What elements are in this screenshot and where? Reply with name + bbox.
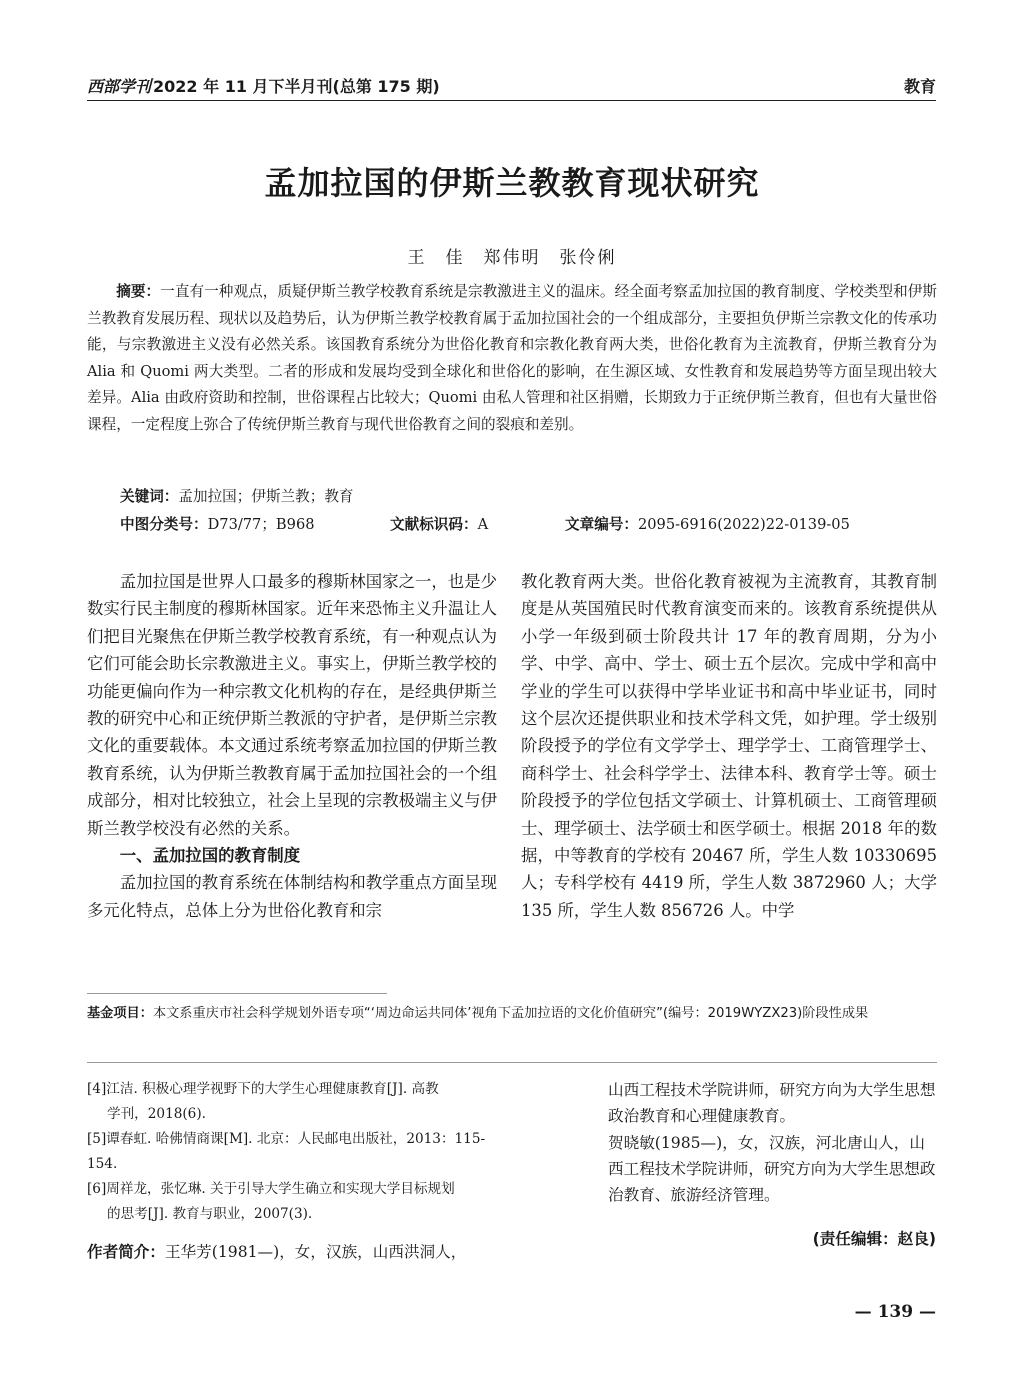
article-number-label: 文章编号： [565, 516, 638, 533]
reference-list [87, 1077, 507, 1227]
responsible-editor: (责任编辑：赵良) [812, 1230, 936, 1248]
body-paragraph: 孟加拉国是世界人口最多的穆斯林国家之一，也是少数实行民主制度的穆斯林国家。近年来恐怖主义升温让人们把目光聚焦在伊斯兰教学校教育系统，有一种观点认为它们可能会助长宗教激进主义。事实上，伊斯兰教学校的功能更偏向作为一种宗教文化机构的存在，是经典伊斯兰教的研究中心和正统伊斯兰教派的守护者，是伊斯兰宗教文化的重要载体。本文通过系统考察孟加拉国的伊斯兰教教育系统，认为伊斯兰教教育属于孟加拉国社会的一个组成部分，相对比较独立，社会上呈现的宗教极端主义与伊斯兰教学校没有必然的关系。 [87, 572, 497, 838]
doc-code-value: A [477, 516, 489, 533]
fund-label: 基金项目： [87, 1006, 153, 1021]
page-number: — 139 — [854, 1302, 936, 1322]
reference-item: [5]谭春虹. 哈佛情商课[M]. 北京：人民邮电出版社，2013：115-154. [87, 1131, 486, 1172]
header-section: 教育 [903, 77, 936, 96]
article-authors: 王 佳 郑伟明 张伶俐 [407, 248, 617, 268]
author-intro-label: 作者简介： [87, 1243, 165, 1261]
body-right-column [521, 568, 937, 924]
article-number [565, 513, 850, 534]
author-intro-text: 王华芳(1981—)，女，汉族，山西洪洞人， [164, 1243, 467, 1261]
page-divider [87, 1062, 937, 1063]
abstract-text: 一直有一种观点，质疑伊斯兰教学校教育系统是宗教激进主义的温床。经全面考察孟加拉国的教育制度、学校类型和伊斯兰教教育发展历程、现状以及趋势后，认为伊斯兰教学校教育属于孟加拉国社会的一个组成部分，主要担负伊斯兰宗教文化的传承功能，与宗教激进主义没有必然关系。该国教育系统分为世俗化教育和宗教化教育两大类，世俗化教育为主流教育，伊斯兰教育分为 Alia 和 Quomi 两大类型。二者的形成和发展均受到全球化和世俗化的影响，在生源区域、女性教育和发展趋势等方面呈现出较大差异。Alia 由政府资助和控制，世俗课程占比较大；Quomi 由私人管理和社区捐赠，长期致力于正统伊斯兰教育，但也有大量世俗课程，一定程度上弥合了传统伊斯兰教育与现代世俗教育之间的裂痕和差别。 [87, 283, 937, 433]
doc-code [390, 513, 488, 534]
clc-value: D73/77；B968 [207, 516, 315, 533]
issue-info: 2022 年 11 月下半月刊(总第 175 期) [153, 77, 440, 96]
fund-text: 本文系重庆市社会科学规划外语专项“‘周边命运共同体’视角下孟加拉语的文化价值研究”(编号：2019WYZX23)阶段性成果 [152, 1006, 869, 1021]
section-heading: 一、孟加拉国的教育制度 [119, 846, 301, 866]
keywords-label: 关键词： [120, 488, 179, 505]
running-header [87, 70, 936, 101]
keywords [120, 485, 354, 506]
reference-item-cont: 学刊，2018(6). [107, 1106, 206, 1122]
author-bio-paragraph: 山西工程技术学院讲师，研究方向为大学生思想政治教育和心理健康教育。 [608, 1081, 936, 1126]
keywords-text: 孟加拉国；伊斯兰教；教育 [178, 488, 354, 505]
fund-note [87, 1003, 937, 1025]
header-left [87, 74, 440, 97]
clc-number [120, 513, 315, 534]
abstract-label: 摘要： [116, 283, 161, 300]
author-bio-paragraph: 贺晓敏(1985—)，女，汉族，河北唐山人，山西工程技术学院讲师，研究方向为大学生思想政治教育、旅游经济管理。 [608, 1133, 936, 1205]
article-title: 孟加拉国的伊斯兰教教育现状研究 [264, 164, 760, 202]
footnote-divider [87, 993, 387, 994]
doc-code-label: 文献标识码： [390, 516, 478, 533]
author-bio-continued [608, 1077, 938, 1208]
reference-item-cont: 的思考[J]. 教育与职业，2007(3). [107, 1206, 313, 1222]
journal-name: 西部学刊 [87, 77, 152, 96]
author-intro [87, 1240, 466, 1262]
body-left-column [87, 568, 497, 924]
body-paragraph: 教化教育两大类。世俗化教育被视为主流教育，其教育制度是从英国殖民时代教育演变而来的。该教育系统提供从小学一年级到硕士阶段共计 17 年的教育周期，分为小学、中学、高中、学士、硕士五个层次。完成中学和高中学业的学生可以获得中学毕业证书和高中毕业证书，同时这个层次还提供职业和技术学科文凭，如护理。学士级别阶段授予的学位有文学学士、理学学士、工商管理学士、商科学士、社会科学学士、法律本科、教育学士等。硕士阶段授予的学位包括文学硕士、计算机硕士、工商管理硕士、理学硕士、法学硕士和医学硕士。根据 2018 年的数据，中等教育的学校有 20467 所，学生人数 10330695 人；专科学校有 4419 所，学生人数 3872960 人；大学 135 所，学生人数 856726 人。中学 [521, 572, 937, 920]
reference-item: [4]江洁. 积极心理学视野下的大学生心理健康教育[J]. 高教 [87, 1081, 439, 1097]
clc-label: 中图分类号： [120, 516, 208, 533]
reference-item: [6]周祥龙，张忆琳. 关于引导大学生确立和实现大学目标规划 [87, 1181, 455, 1197]
abstract [87, 279, 937, 438]
article-number-value: 2095-6916(2022)22-0139-05 [637, 516, 850, 533]
body-paragraph: 孟加拉国的教育系统在体制结构和教学重点方面呈现多元化特点，总体上分为世俗化教育和宗 [87, 873, 497, 920]
